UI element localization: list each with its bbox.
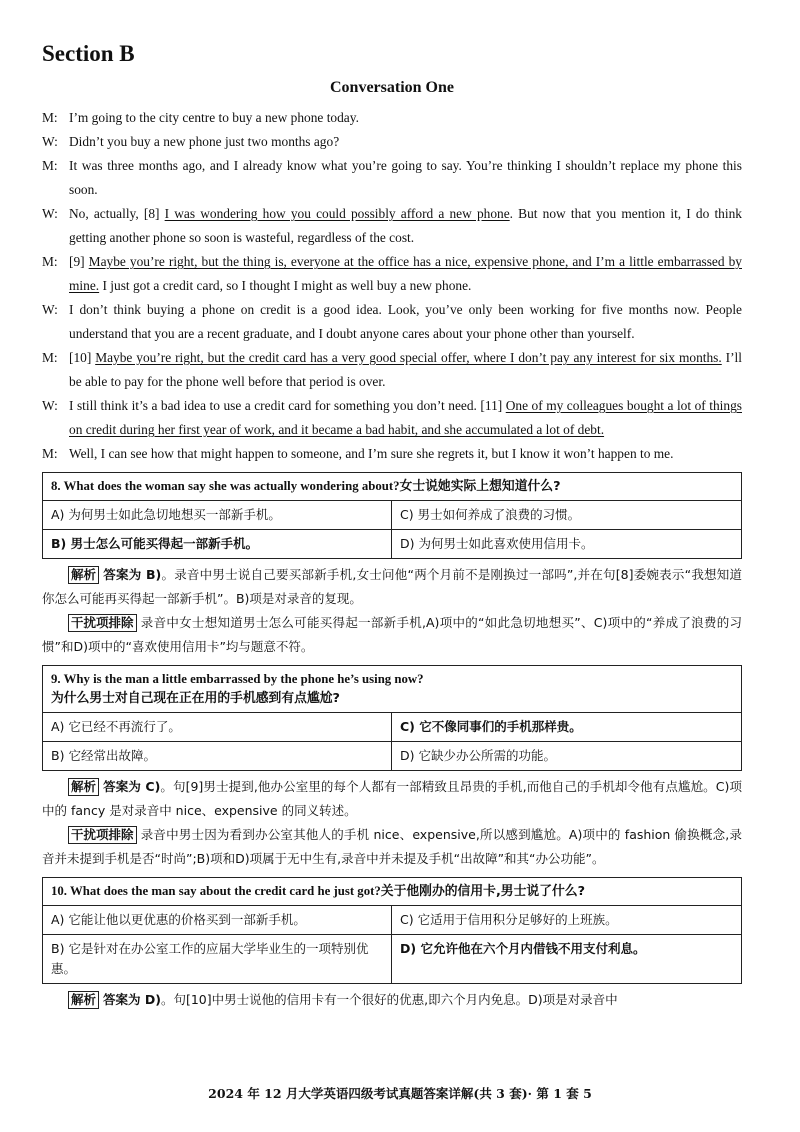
option-text: 为何男士如此急切地想买一部新手机。 <box>68 507 281 522</box>
speaker-label: M: <box>42 254 58 269</box>
option-label: C) <box>400 719 420 734</box>
answer-option <box>43 906 392 934</box>
option-label: D) <box>400 748 419 763</box>
page-footer: 2024 年 12 月大学英语四级考试真题答案详解(共 3 套)· 第 1 套 5 <box>208 1086 592 1101</box>
speaker-label: W: <box>42 134 58 149</box>
underlined-key-sentence: One of my colleagues bought a lot of things on credit during her first year of work, and it became a bad habit, and she accumulated a lot of debt. <box>69 398 742 437</box>
question-chinese: 女士说她实际上想知道什么? <box>399 479 561 494</box>
text-segment: I’m going to the city centre to buy a new phone today. <box>69 110 359 125</box>
text-segment: Well, I can see how that might happen to someone, and I’m sure she regrets it, but I know it won’t happen to me. <box>69 446 674 461</box>
text-segment: I’ll be able to pay for the phone well before that period is over. <box>69 350 742 389</box>
explanation-tag: 干扰项排除 <box>68 614 137 632</box>
option-text: 它缺少办公所需的功能。 <box>418 748 556 763</box>
turn-text <box>69 442 742 466</box>
option-label: A) <box>51 507 69 522</box>
explanation-text: 录音中女士想知道男士怎么可能买得起一部新手机,A)项中的“如此急切地想买”、C)项中的“养成了浪费的习惯”和D)项中的“喜欢使用信用卡”均与题意不符。 <box>42 615 742 654</box>
question-box <box>42 665 742 771</box>
option-text: 它经常出故障。 <box>68 748 156 763</box>
question-box <box>42 877 742 984</box>
text-segment: I still think it’s a bad idea to use a credit card for something you don’t need. [11] <box>69 398 506 413</box>
turn-text <box>69 130 742 154</box>
underlined-key-sentence: Maybe you’re right, but the thing is, everyone at the office has a nice, expensive phone, and I’m a little embarrassed by mine. <box>69 254 742 293</box>
underlined-key-sentence: I was wondering how you could possibly afford a new phone <box>164 206 510 221</box>
explanation-text: 录音中男士因为看到办公室其他人的手机 nice、expensive,所以感到尴尬。A)项中的 fashion 偷换概念,录音并未提到手机是否“时尚”;B)项和D)项属于无中生有,录音中并未提及手机“出故障”和其“办公功能”。 <box>42 827 742 866</box>
text-segment: No, actually, [8] <box>69 206 165 221</box>
speaker-label: M: <box>42 110 58 125</box>
dialog-turn <box>42 298 742 346</box>
option-label: A) <box>51 912 69 927</box>
options-row <box>43 742 741 770</box>
answer-key: 答案为 D) <box>103 992 161 1007</box>
option-label: A) <box>51 719 69 734</box>
option-text: 为何男士如此喜欢使用信用卡。 <box>418 536 594 551</box>
answer-option <box>392 742 741 770</box>
question-english: 9. Why is the man a little embarrassed by the phone he’s using now? <box>51 672 424 686</box>
option-text: 男士如何养成了浪费的习惯。 <box>417 507 581 522</box>
explanation-text: 。录音中男士说自己要买部新手机,女士问他“两个月前不是刚换过一部吗”,并在句[8]委婉表示“我想知道你怎么可能再买得起一部新手机”。B)项是对录音的复现。 <box>42 567 742 606</box>
option-label: C) <box>400 507 418 522</box>
turn-text <box>69 346 742 394</box>
option-text: 它允许他在六个月内借钱不用支付利息。 <box>420 941 646 956</box>
answer-option <box>392 935 741 983</box>
text-segment: Didn’t you buy a new phone just two months ago? <box>69 134 340 149</box>
answer-option <box>43 530 392 558</box>
explanation-paragraph <box>42 611 742 659</box>
question-english: 8. What does the woman say she was actually wondering about? <box>51 479 400 493</box>
dialog-turn <box>42 442 742 466</box>
option-text: 它已经不再流行了。 <box>68 719 181 734</box>
options-row <box>43 713 741 742</box>
questions-area <box>42 472 742 1012</box>
turn-text <box>69 154 742 202</box>
dialog-turn <box>42 154 742 202</box>
text-segment: . But now that you mention it, I do think getting another phone so soon is wasteful, regardless of the cost. <box>69 206 742 245</box>
options-row <box>43 935 741 983</box>
dialog-transcript <box>42 106 742 466</box>
speaker-label: M: <box>42 446 58 461</box>
option-label: B) <box>51 748 69 763</box>
dialog-turn <box>42 106 742 130</box>
explanation-tag: 解析 <box>68 778 99 796</box>
conversation-title: Conversation One <box>330 79 454 96</box>
explanation-paragraph <box>42 563 742 611</box>
answer-option <box>392 530 741 558</box>
option-text: 它是针对在办公室工作的应届大学毕业生的一项特别优惠。 <box>51 941 369 976</box>
page-content <box>42 40 742 1012</box>
turn-text <box>69 202 742 250</box>
turn-text <box>69 250 742 298</box>
dialog-turn <box>42 250 742 298</box>
option-text: 它能让他以更优惠的价格买到一部新手机。 <box>68 912 306 927</box>
dialog-turn <box>42 202 742 250</box>
explanation-paragraph <box>42 988 742 1012</box>
question-english: 10. What does the man say about the credit card he just got? <box>51 884 381 898</box>
question-text <box>43 666 741 713</box>
text-segment: [9] <box>69 254 89 269</box>
explanation-tag: 干扰项排除 <box>68 826 137 844</box>
explanation-text: 。句[9]男士提到,他办公室里的每个人都有一部精致且昂贵的手机,而他自己的手机却令他有点尴尬。C)项中的 fancy 是对录音中 nice、expensive 的同义转述。 <box>42 779 742 818</box>
answer-option <box>43 501 392 529</box>
option-text: 男士怎么可能买得起一部新手机。 <box>70 536 259 551</box>
option-label: B) <box>51 941 69 956</box>
speaker-label: W: <box>42 206 58 221</box>
speaker-label: W: <box>42 302 58 317</box>
answer-option <box>43 742 392 770</box>
options-row <box>43 530 741 558</box>
speaker-label: M: <box>42 350 58 365</box>
turn-text <box>69 394 742 442</box>
dialog-turn <box>42 130 742 154</box>
explanation-text: 。句[10]中男士说他的信用卡有一个很好的优惠,即六个月内免息。D)项是对录音中 <box>160 992 618 1007</box>
options-row <box>43 906 741 935</box>
option-label: B) <box>51 536 71 551</box>
answer-option <box>43 713 392 741</box>
underlined-key-sentence: Maybe you’re right, but the credit card has a very good special offer, where I don’t pay any interest for six months. <box>95 350 722 365</box>
turn-text <box>69 106 742 130</box>
option-label: D) <box>400 941 421 956</box>
question-text <box>43 473 741 501</box>
option-label: D) <box>400 536 419 551</box>
explanation-paragraph <box>42 823 742 871</box>
question-chinese: 关于他刚办的信用卡,男士说了什么? <box>380 884 586 899</box>
dialog-turn <box>42 346 742 394</box>
speaker-label: M: <box>42 158 58 173</box>
text-segment: I just got a credit card, so I thought I might as well buy a new phone. <box>99 278 472 293</box>
explanation-tag: 解析 <box>68 991 99 1009</box>
option-text: 它不像同事们的手机那样贵。 <box>419 719 582 734</box>
answer-option <box>392 713 741 741</box>
answer-key: 答案为 C) <box>103 779 161 794</box>
option-text: 它适用于信用积分足够好的上班族。 <box>417 912 618 927</box>
answer-option <box>392 906 741 934</box>
section-title: Section B <box>42 41 135 66</box>
text-segment: [10] <box>69 350 96 365</box>
answer-option <box>392 501 741 529</box>
dialog-turn <box>42 394 742 442</box>
option-label: C) <box>400 912 418 927</box>
question-text <box>43 878 741 906</box>
question-box <box>42 472 742 559</box>
options-row <box>43 501 741 530</box>
explanation-paragraph <box>42 775 742 823</box>
speaker-label: W: <box>42 398 58 413</box>
answer-option <box>43 935 392 983</box>
text-segment: It was three months ago, and I already know what you’re going to say. You’re thinking I shouldn’t replace my phone this soon. <box>69 158 742 197</box>
question-chinese: 为什么男士对自己现在正在用的手机感到有点尴尬? <box>51 691 340 706</box>
answer-key: 答案为 B) <box>103 567 162 582</box>
text-segment: I don’t think buying a phone on credit is a good idea. Look, you’ve only been working for five months now. People understand that you are a recent graduate, and I doubt anyone cares about your phone other than yourself. <box>69 302 742 341</box>
turn-text <box>69 298 742 346</box>
explanation-tag: 解析 <box>68 566 99 584</box>
